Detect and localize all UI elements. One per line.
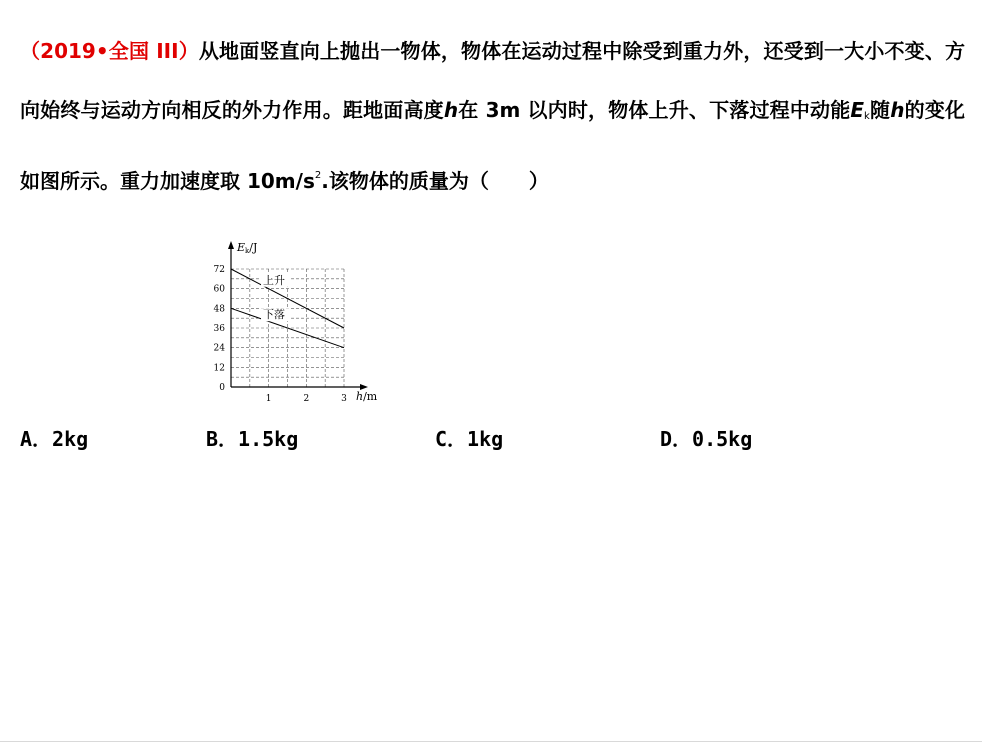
y-tick-label: 72 <box>213 265 225 275</box>
question-text-part-5: .该物体的质量为（ ） <box>321 169 549 193</box>
var-e: E <box>850 98 865 122</box>
y-tick-label: 12 <box>213 363 225 374</box>
y-tick-label: 36 <box>213 324 225 334</box>
option-d[interactable]: D．0.5kg <box>660 427 753 451</box>
question-text-part-3: 随 <box>869 98 891 122</box>
series-label: 上升 <box>263 273 286 287</box>
y-tick-label: 0 <box>219 383 225 393</box>
var-h: h <box>443 98 459 122</box>
y-tick-label: 60 <box>213 284 225 295</box>
answer-options <box>20 423 965 453</box>
x-tick-label: 2 <box>303 394 310 404</box>
y-axis-arrow <box>228 241 234 249</box>
series-label: 下落 <box>263 308 286 322</box>
chart-axes <box>228 241 368 390</box>
question-source: （2019•全国 III） <box>20 39 199 63</box>
question-text <box>20 22 965 211</box>
y-axis-sub: k <box>245 247 250 255</box>
y-tick-label: 24 <box>213 343 225 354</box>
var-h-2: h <box>890 98 905 122</box>
y-axis-unit: /J <box>249 241 258 254</box>
x-axis-label <box>356 390 378 403</box>
y-axis-label <box>236 241 257 255</box>
x-tick-label: 1 <box>265 394 272 404</box>
energy-height-chart <box>206 238 386 408</box>
y-axis-var: E <box>237 241 246 254</box>
x-axis-var: h <box>356 390 364 403</box>
question-text-part-4: 的变化如图所示。重力加速度取 10m/s <box>20 98 966 193</box>
question-text-part-2: 在 3m 以内时，物体上升、下落过程中动能 <box>458 98 851 122</box>
x-axis-unit: /m <box>363 390 378 403</box>
option-c[interactable]: C．1kg <box>435 427 504 451</box>
x-tick-label: 3 <box>341 394 347 404</box>
option-b[interactable]: B．1.5kg <box>206 427 299 451</box>
y-tick-label: 48 <box>213 304 225 315</box>
question-text-part-1: 从地面竖直向上抛出一物体，物体在运动过程中除受到重力外，还受到一大小不变、方向始终与运动方向相反的外力作用。距地面高度 <box>20 39 965 122</box>
var-e-subscript: k <box>864 111 870 122</box>
superscript-2: 2 <box>314 170 322 181</box>
option-a[interactable]: A．2kg <box>20 427 89 451</box>
